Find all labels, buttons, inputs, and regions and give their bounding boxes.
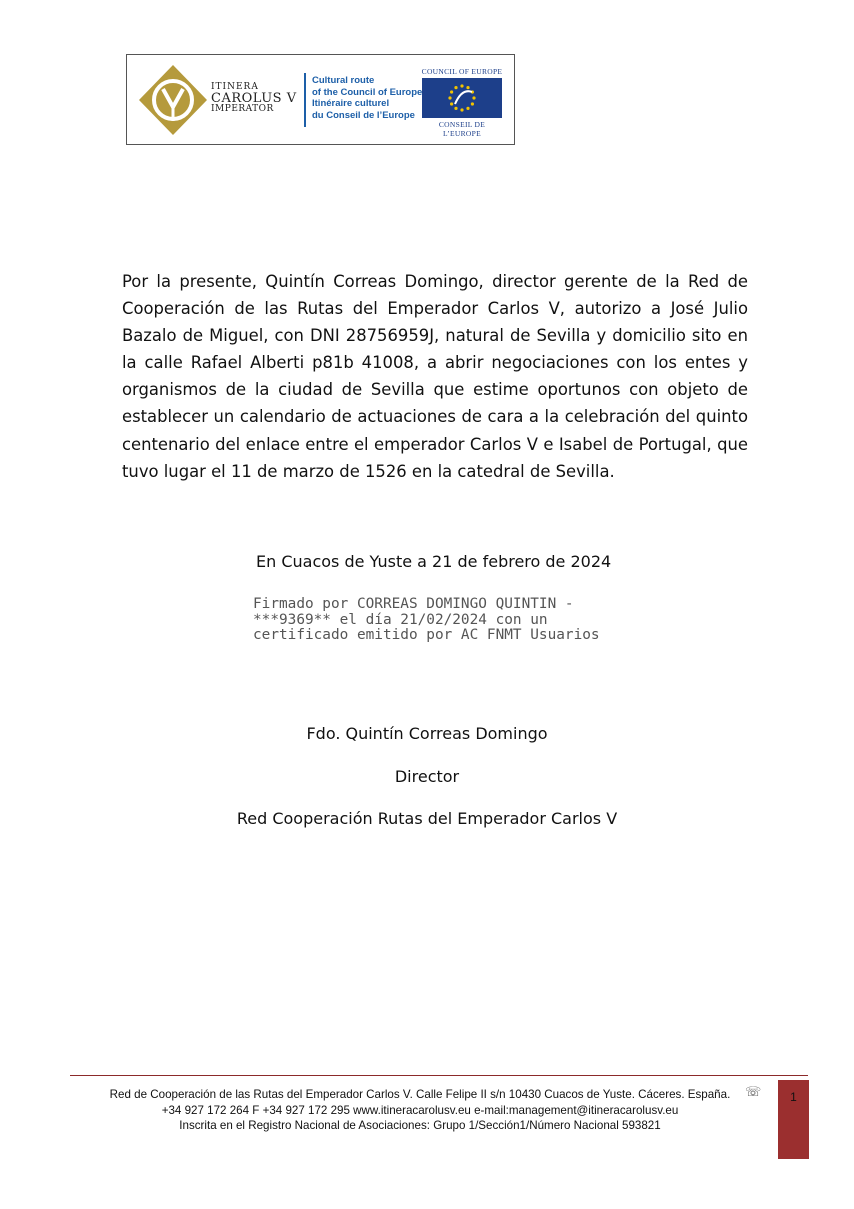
letter-body: Por la presente, Quintín Correas Domingo, director gerente de la Red de Cooperación de las Rutas del Emperador Carlos V, autorizo a José Julio Bazalo de Miguel, con DNI 28756959J, natural de Sevilla y domicilio sito en la calle Rafael Alberti p81b 41008, a abrir negociaciones con los entes y organismos de la ciudad de Sevilla que estime oportunos con objeto de establecer un calendario de actuaciones de cara a la celebración del quinto centenario del enlace entre el emperador Carlos V e Isabel de Portugal, que tuvo lugar el 11 de marzo de 1526 en la catedral de Sevilla. <box>122 272 748 481</box>
itinera-logo-text <box>211 83 297 114</box>
route-fr-2: du Conseil de l’Europe <box>312 109 415 121</box>
cultural-route-text <box>312 75 422 121</box>
header-divider <box>304 73 306 127</box>
footer-contact: +34 927 172 264 F +34 927 172 295 www.itineracarolusv.eu e-mail:management@itineracarolusv.eu <box>161 1103 679 1117</box>
place-date: En Cuacos de Yuste a 21 de febrero de 2024 <box>256 552 612 571</box>
page-number: 1 <box>790 1090 797 1104</box>
logo-line-1: ITINERA <box>211 82 259 92</box>
footer-address: Red de Cooperación de las Rutas del Emperador Carlos V. Calle Felipe II s/n 10430 Cuacos de Yuste. Cáceres. España. <box>109 1088 731 1101</box>
council-of-europe-flag-icon <box>422 78 502 118</box>
signer-organization: Red Cooperación Rutas del Emperador Carlos V <box>236 809 618 828</box>
phone-icon: ☏ <box>745 1085 762 1100</box>
page-number-tab <box>778 1080 809 1159</box>
council-of-europe-logo <box>419 67 505 138</box>
carolus-v-emblem-icon <box>137 63 209 137</box>
coe-bottom-caption: CONSEIL DE L’EUROPE <box>438 120 486 138</box>
digital-signature-stamp: Firmado por CORREAS DOMINGO QUINTIN - ***9369** el día 21/02/2024 con un certificado emitido por AC FNMT Usuarios <box>253 596 600 643</box>
footer <box>70 1087 770 1134</box>
signer-role: Director <box>394 767 460 786</box>
footer-divider <box>70 1075 808 1076</box>
logo-line-2: CAROLUS V <box>211 91 297 106</box>
logo-line-3: IMPERATOR <box>211 104 274 114</box>
route-fr-1: Itinéraire culturel <box>312 98 390 109</box>
route-en-2: of the Council of Europe <box>312 86 423 98</box>
coe-top-caption: COUNCIL OF EUROPE <box>421 67 503 76</box>
route-en-1: Cultural route <box>312 75 375 86</box>
letterhead <box>126 54 515 145</box>
signer-name: Fdo. Quintín Correas Domingo <box>306 724 548 743</box>
footer-registry: Inscrita en el Registro Nacional de Asociaciones: Grupo 1/Sección1/Número Nacional 593821 <box>179 1119 661 1132</box>
